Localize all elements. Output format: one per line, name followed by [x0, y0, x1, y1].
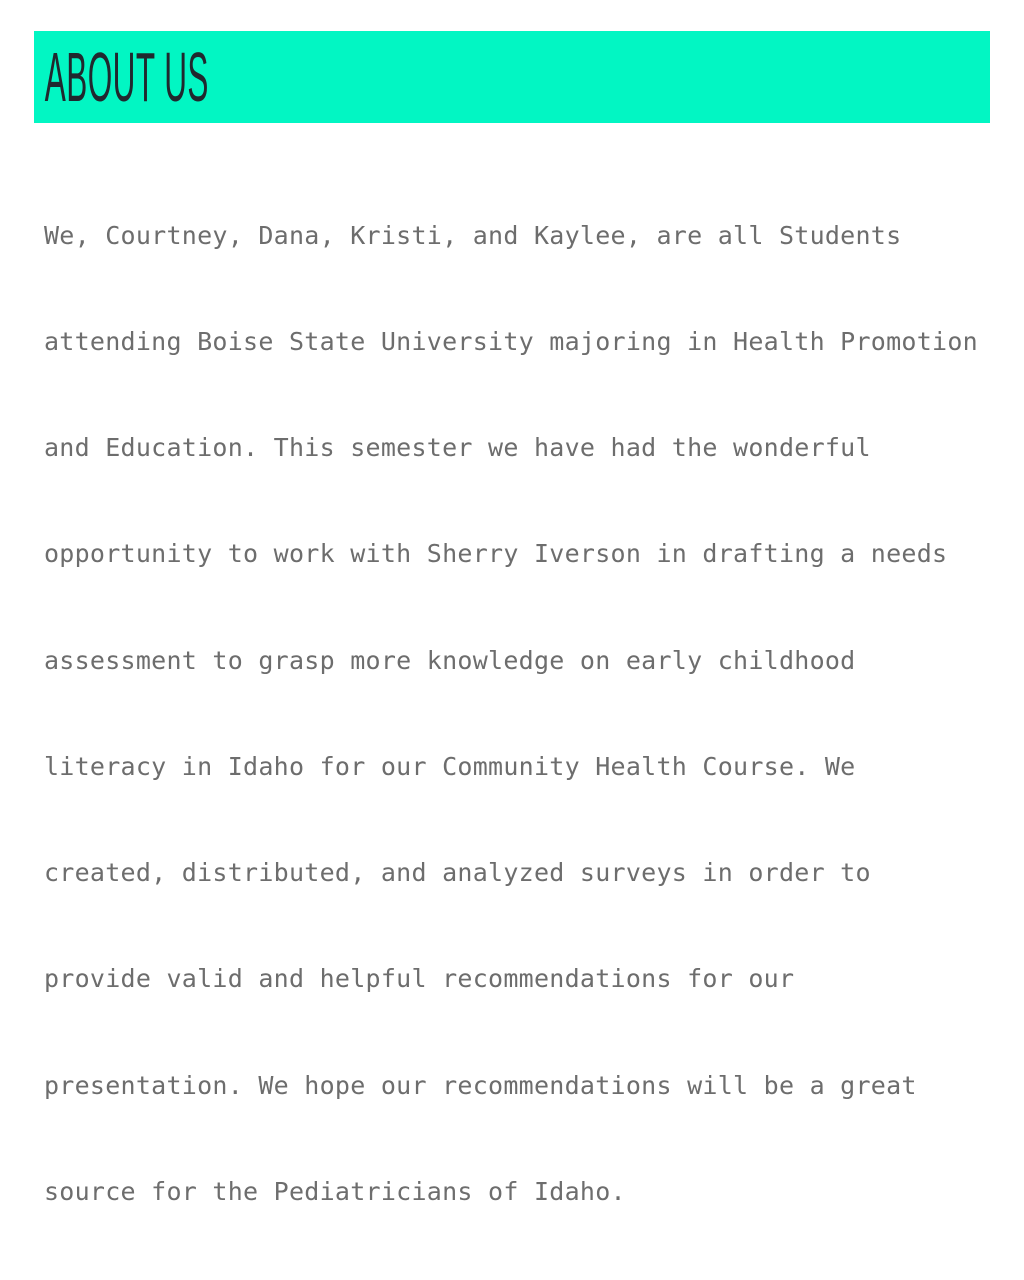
- body-text-line: source for the Pediatricians of Idaho.: [44, 1176, 626, 1206]
- body-text-line: assessment to grasp more knowledge on early childhood: [44, 645, 856, 675]
- slide-title: ABOUT US: [44, 38, 209, 116]
- body-text-line: presentation. We hope our recommendations will be a great: [44, 1070, 917, 1100]
- body-text-line: opportunity to work with Sherry Iverson in drafting a needs: [44, 539, 948, 569]
- body-text-line: attending Boise State University majoring in Health Promotion: [44, 327, 978, 357]
- body-text-line: created, distributed, and analyzed surveys in order to: [44, 858, 871, 888]
- body-text-line: and Education. This semester we have had the wonderful: [44, 433, 871, 463]
- body-text-line: provide valid and helpful recommendations for our: [44, 964, 795, 994]
- body-text: [44, 147, 1004, 1280]
- title-bar: [34, 31, 990, 123]
- body-text-line: We, Courtney, Dana, Kristi, and Kaylee, are all Students: [44, 220, 902, 250]
- body-text-line: literacy in Idaho for our Community Health Course. We: [44, 751, 856, 781]
